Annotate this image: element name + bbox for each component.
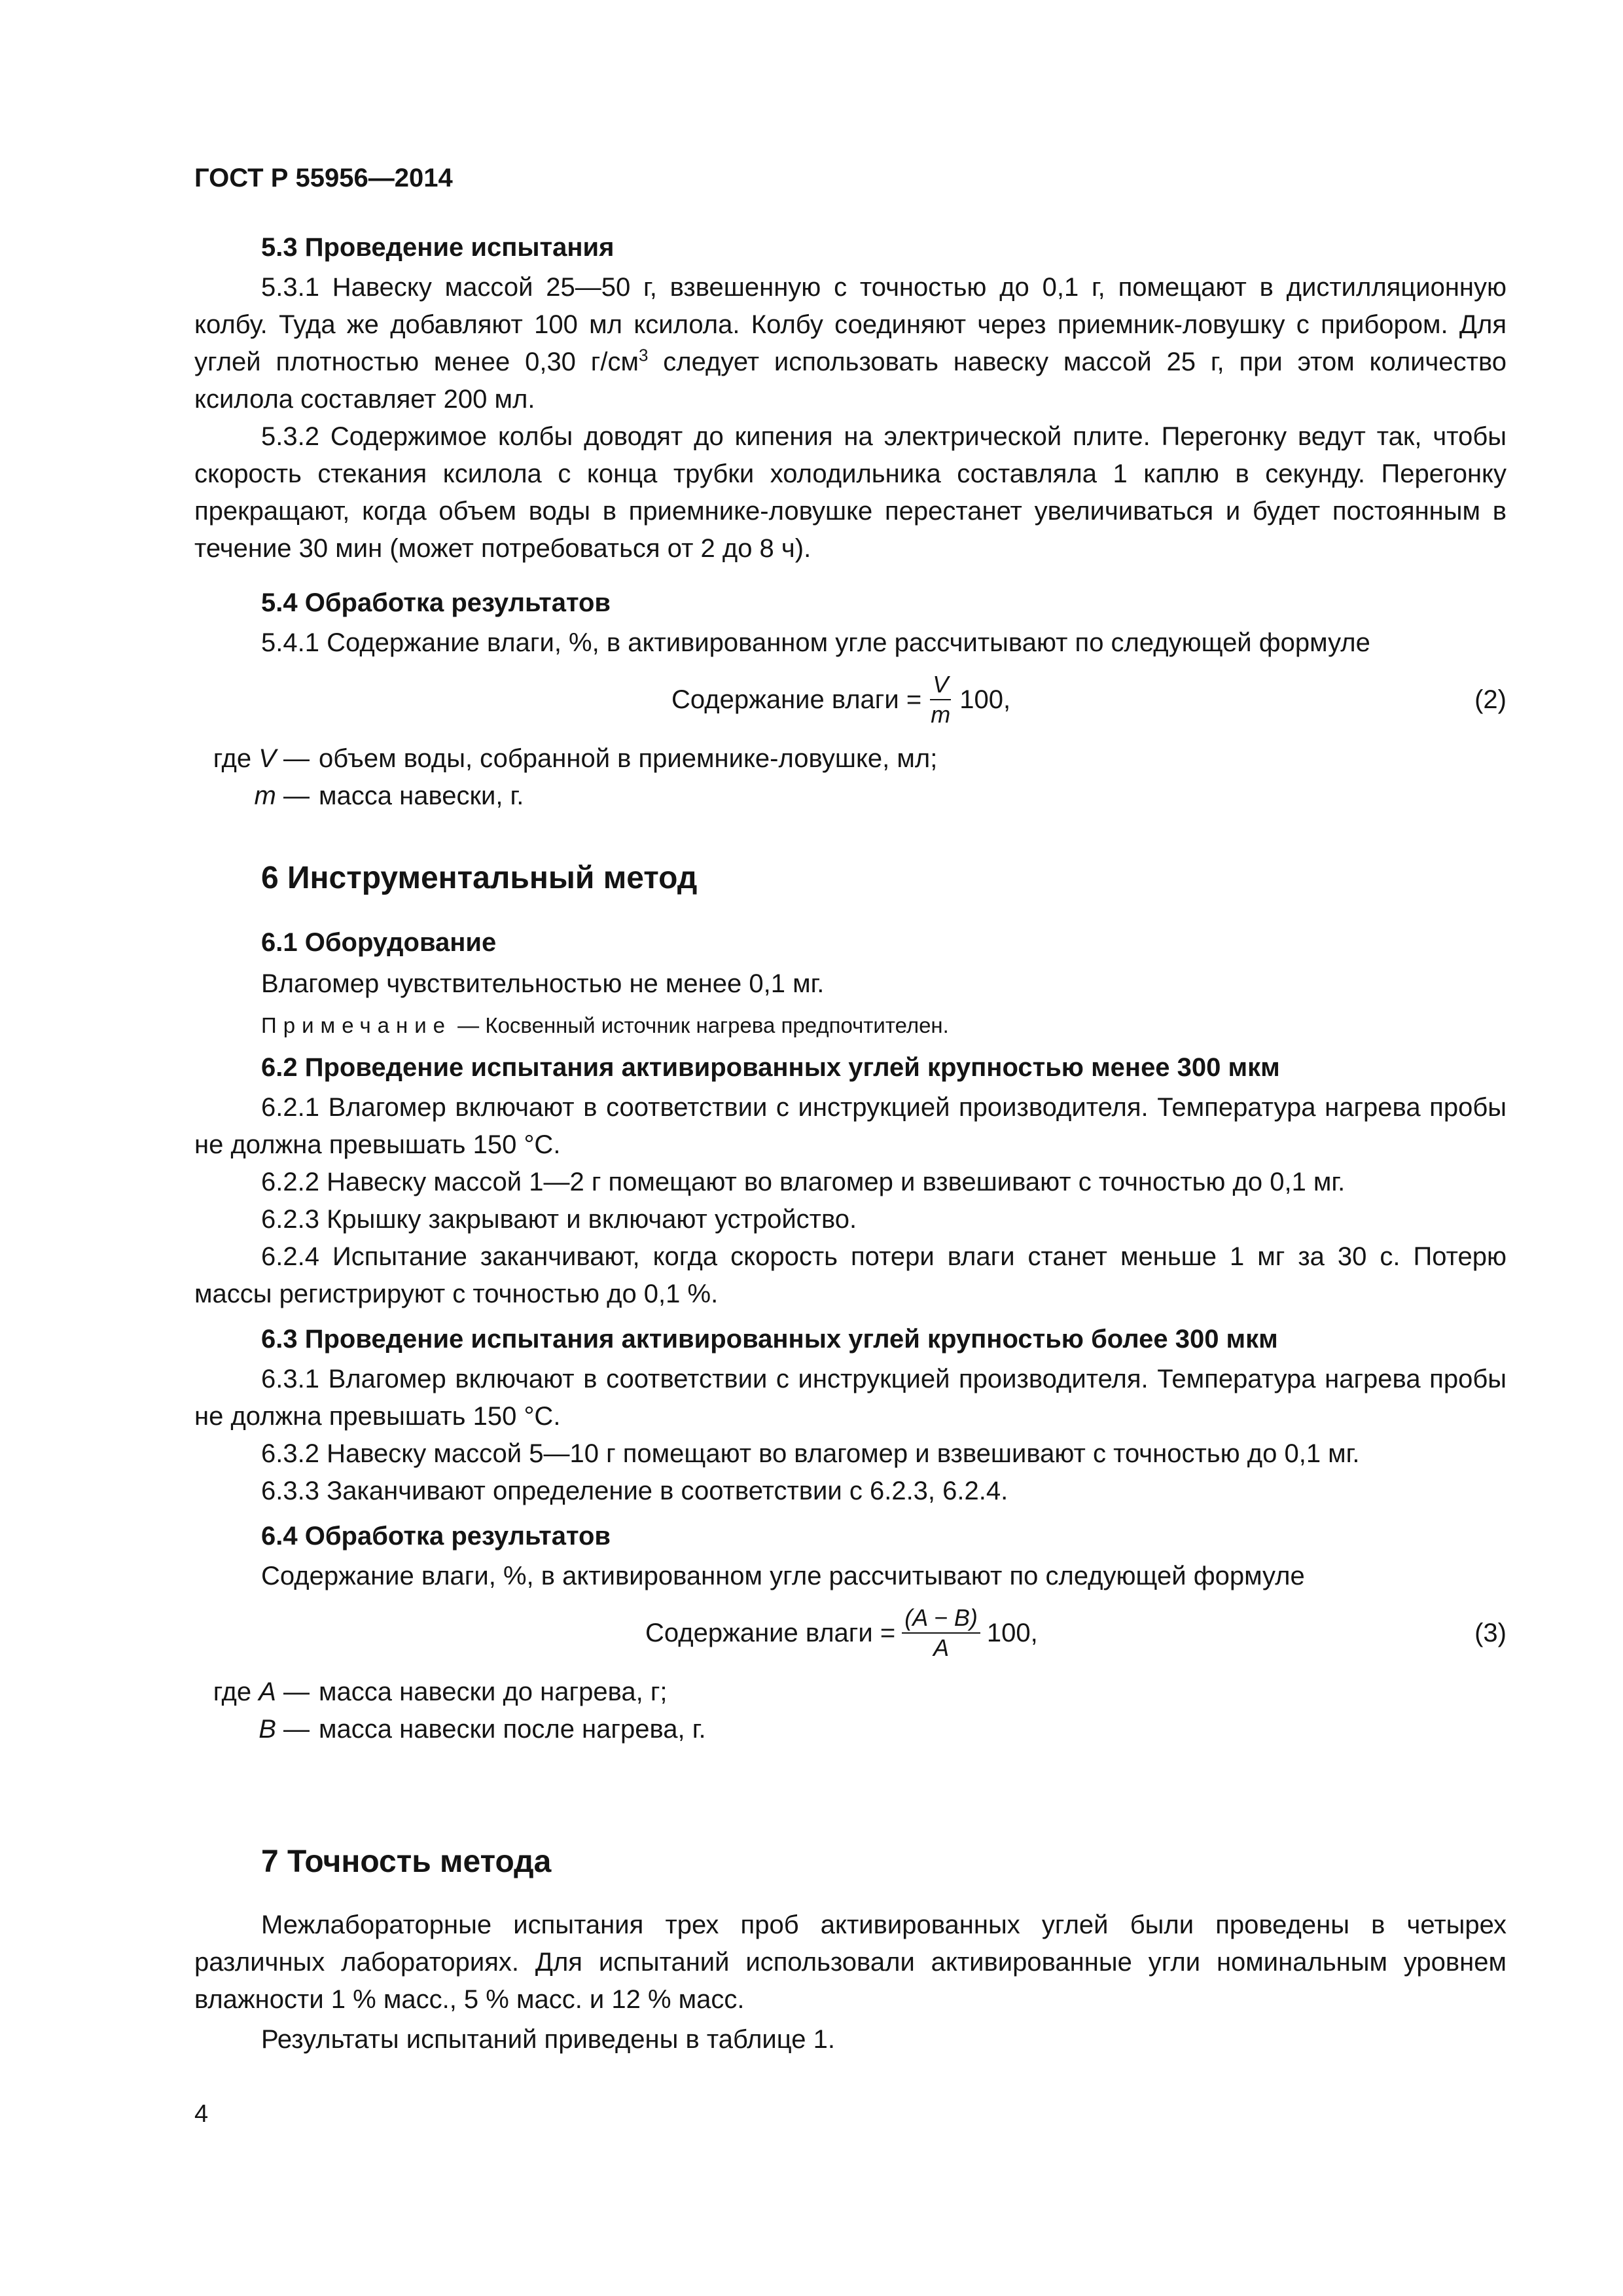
- formula-2-legend: [194, 740, 1507, 815]
- formula-2-tail: 100,: [959, 685, 1011, 714]
- legend-symbol: B —: [259, 1715, 310, 1744]
- section-6-2-title: 6.2 Проведение испытания активированных углей крупностью менее 300 мкм: [261, 1053, 1280, 1082]
- note-text: — Косвенный источник нагрева предпочтителен.: [452, 1013, 949, 1037]
- legend-prefix: где: [213, 1677, 259, 1706]
- section-5-3-title: 5.3 Проведение испытания: [261, 233, 615, 262]
- superscript: 3: [638, 345, 649, 365]
- legend-description: масса навески, г.: [319, 781, 524, 810]
- paragraph-6-2-1: 6.2.1 Влагомер включают в соответствии с инструкцией производителя. Температура нагрева пробы не должна превышать 150 °С.: [194, 1093, 1507, 1159]
- formula-3-number: (3): [1474, 1618, 1507, 1647]
- section-6-4-title: 6.4 Обработка результатов: [261, 1522, 611, 1551]
- note-label: Примечание: [261, 1013, 452, 1037]
- paragraph-7-2: Результаты испытаний приведены в таблице 1.: [261, 2025, 835, 2054]
- formula-3-fraction: [902, 1604, 980, 1662]
- paragraph-6-2-2: 6.2.2 Навеску массой 1—2 г помещают во влагомер и взвешивают с точностью до 0,1 мг.: [261, 1168, 1346, 1196]
- paragraph-5-3-1-start: 5.3.1 Навеску массой 25—50 г, взвешенную с точностью до 0,1 г, помещают в дистилляционную колбу. Туда же добавляют 100 мл ксилола. Колбу соединяют через приемник-ловушку с прибором. Для углей плотностью менее 0,30 г/см: [194, 273, 1507, 376]
- formula-2-denominator: m: [931, 701, 951, 728]
- paragraph-5-3-2: 5.3.2 Содержимое колбы доводят до кипения на электрической плите. Перегонку ведут так, чтобы скорость стекания ксилола с конца трубки холодильника составляла 1 каплю в секунду. Перегонку прекращают, когда объем воды в приемнике-ловушке перестанет увеличиваться и будет постоянным в течение 30 мин (может потребоваться от 2 до 8 ч).: [194, 422, 1507, 563]
- section-5-3: [194, 229, 1507, 567]
- formula-2-lhs: Содержание влаги =: [671, 685, 922, 714]
- paragraph-5-4-1: 5.4.1 Содержание влаги, %, в активированном угле рассчитывают по следующей формуле: [261, 628, 1370, 657]
- formula-3-denominator: A: [933, 1634, 950, 1661]
- formula-2-numerator: V: [930, 670, 951, 700]
- legend-description: масса навески до нагрева, г;: [319, 1677, 668, 1706]
- legend-symbol-var: A: [259, 1677, 276, 1706]
- formula-3-legend: [194, 1674, 1507, 1748]
- legend-description: масса навески после нагрева, г.: [319, 1715, 706, 1744]
- paragraph-7-1: Межлабораторные испытания трех проб активированных углей были проведены в четырех различных лабораториях. Для испытаний использовали активированные угли номинальным уровнем влажности 1 % масс., 5 % масс. и 12 % масс.: [194, 1910, 1507, 2014]
- legend-symbol: где A —: [213, 1677, 310, 1706]
- legend-prefix: где: [213, 744, 259, 773]
- paragraph-5-3-1-end: следует использовать навеску массой 25 г, при этом количество ксилола составляет 200 мл.: [194, 348, 1507, 414]
- paragraph-6-3-2: 6.3.2 Навеску массой 5—10 г помещают во влагомер и взвешивают с точностью до 0,1 мг.: [261, 1439, 1360, 1468]
- formula-3: [194, 1595, 1507, 1671]
- section-5-4: [194, 584, 1507, 815]
- legend-symbol-var: V: [259, 744, 276, 773]
- legend-symbol: m —: [254, 781, 310, 810]
- section-7-title: 7 Точность метода: [261, 1844, 552, 1879]
- legend-symbol-var: B: [259, 1715, 276, 1744]
- note: [194, 1007, 1507, 1044]
- formula-2-fraction: [928, 670, 953, 729]
- paragraph-6-2-3: 6.2.3 Крышку закрывают и включают устройство.: [261, 1205, 857, 1234]
- paragraph-6-3-3: 6.3.3 Заканчивают определение в соответствии с 6.2.3, 6.2.4.: [261, 1477, 1008, 1505]
- document-header: ГОСТ Р 55956—2014: [194, 164, 453, 192]
- legend-description: объем воды, собранной в приемнике-ловушке, мл;: [319, 744, 938, 773]
- section-5-4-title: 5.4 Обработка результатов: [261, 588, 611, 617]
- section-7: [194, 1842, 1507, 2058]
- formula-2-number: (2): [1474, 685, 1507, 714]
- section-6: [194, 859, 1507, 1748]
- paragraph-6-1: Влагомер чувствительностью не менее 0,1 мг.: [261, 969, 825, 998]
- section-6-title: 6 Инструментальный метод: [261, 861, 698, 895]
- section-6-3-title: 6.3 Проведение испытания активированных углей крупностью более 300 мкм: [261, 1325, 1278, 1354]
- formula-2-body: [671, 662, 1010, 738]
- paragraph-6-2-4: 6.2.4 Испытание заканчивают, когда скорость потери влаги станет меньше 1 мг за 30 с. Потерю массы регистрируют с точностью до 0,1 %.: [194, 1242, 1507, 1308]
- formula-3-tail: 100,: [986, 1618, 1038, 1647]
- paragraph-5-3-1: [194, 269, 1507, 418]
- paragraph-6-3-1: 6.3.1 Влагомер включают в соответствии с инструкцией производителя. Температура нагрева пробы не должна превышать 150 °С.: [194, 1365, 1507, 1431]
- formula-3-lhs: Содержание влаги =: [645, 1618, 896, 1647]
- formula-3-numerator: (A − B): [902, 1604, 980, 1634]
- legend-symbol-var: m: [254, 781, 276, 810]
- formula-3-body: [645, 1595, 1038, 1671]
- paragraph-6-4: Содержание влаги, %, в активированном угле рассчитывают по следующей формуле: [261, 1562, 1305, 1590]
- page-number: 4: [194, 2100, 209, 2128]
- legend-symbol: где V —: [213, 744, 310, 773]
- formula-2: [194, 662, 1507, 738]
- section-6-1-title: 6.1 Оборудование: [261, 928, 497, 957]
